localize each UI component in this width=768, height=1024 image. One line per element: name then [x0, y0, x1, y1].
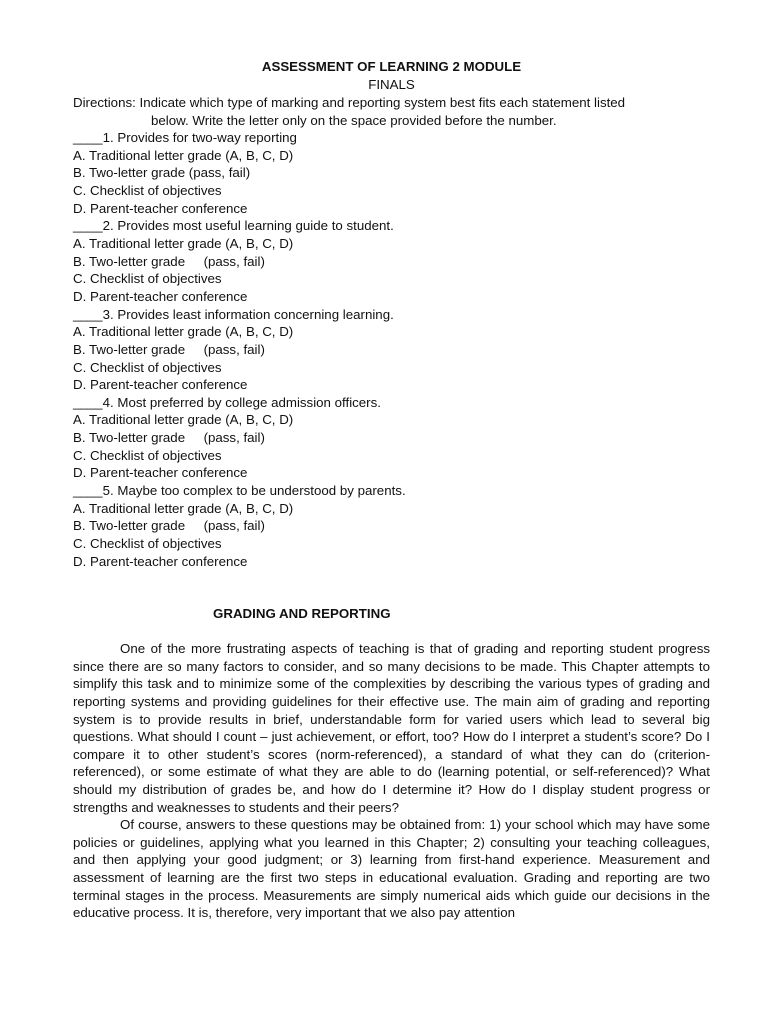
question-list	[73, 129, 710, 570]
question-stem: ____2. Provides most useful learning guide to student.	[73, 218, 394, 234]
question-stem: ____4. Most preferred by college admission officers.	[73, 394, 381, 410]
option-a: A. Traditional letter grade (A, B, C, D)	[73, 147, 294, 163]
body-paragraph-1	[73, 640, 710, 816]
option-b: B. Two-letter grade (pass, fail)	[73, 341, 265, 357]
question-stem: ____1. Provides for two-way reporting	[73, 130, 297, 146]
question-1	[73, 129, 710, 217]
option-c: C. Checklist of objectives	[73, 359, 222, 375]
section-heading: GRADING AND REPORTING	[213, 606, 391, 622]
option-a: A. Traditional letter grade (A, B, C, D)	[73, 236, 294, 252]
document-subtitle: FINALS	[368, 77, 415, 92]
option-b: B. Two-letter grade (pass, fail)	[73, 518, 265, 534]
body-paragraph-2	[73, 816, 710, 922]
option-d: D. Parent-teacher conference	[73, 288, 248, 304]
option-b: B. Two-letter grade (pass, fail)	[73, 253, 265, 269]
option-a: A. Traditional letter grade (A, B, C, D)	[73, 324, 294, 340]
option-a: A. Traditional letter grade (A, B, C, D)	[73, 412, 294, 428]
document-title: ASSESSMENT OF LEARNING 2 MODULE	[261, 59, 522, 74]
option-d: D. Parent-teacher conference	[73, 377, 248, 393]
question-4	[73, 394, 710, 482]
directions-line-1: Directions: Indicate which type of marking and reporting system best fits each statement listed	[73, 95, 626, 110]
document-page	[73, 58, 710, 922]
option-a: A. Traditional letter grade (A, B, C, D)	[73, 500, 294, 516]
option-c: C. Checklist of objectives	[73, 271, 222, 287]
question-2	[73, 217, 710, 305]
question-stem: ____3. Provides least information concerning learning.	[73, 306, 394, 322]
option-d: D. Parent-teacher conference	[73, 465, 248, 481]
directions-line-2: below. Write the letter only on the space provided before the number.	[151, 112, 557, 128]
option-d: D. Parent-teacher conference	[73, 200, 248, 216]
option-c: C. Checklist of objectives	[73, 535, 222, 551]
paragraph-text: One of the more frustrating aspects of teaching is that of grading and reporting student progress since there are so many factors to consider, and so many decisions to be made. This Chapter attempts to simplify this task and to minimize some of the complexities by describing the various types of grading and reporting systems and providing guidelines for their effective use. The main aim of grading and reporting system is to provide results in brief, understandable form for varied users which lead to several big questions. What should I count – just achievement, or effort, too? How do I interpret a student’s score? Do I compare it to other student’s scores (norm-referenced), a standard of what they can do (criterion-referenced), or some estimate of what they are able to do (learning potential, or self-referenced)? What should my distribution of grades be, and how do I determine it? How do I display student progress or strengths and weaknesses to students and their peers?	[73, 641, 710, 815]
option-c: C. Checklist of objectives	[73, 183, 222, 199]
directions	[73, 94, 710, 129]
question-stem: ____5. Maybe too complex to be understood by parents.	[73, 483, 406, 498]
option-b: B. Two-letter grade (pass, fail)	[73, 430, 265, 446]
option-d: D. Parent-teacher conference	[73, 553, 248, 569]
question-5	[73, 482, 710, 570]
option-b: B. Two-letter grade (pass, fail)	[73, 165, 251, 181]
paragraph-text: Of course, answers to these questions may be obtained from: 1) your school which may have some policies or guidelines, applying what you learned in this Chapter; 2) consulting your teaching colleagues, and then applying your good judgment; or 3) learning from first-hand experience. Measurement and assessment of learning are the first two steps in educational evaluation. Grading and reporting are two terminal stages in the process. Measurements are simply numerical aids which guide our decisions in the educative process. It is, therefore, very important that we also pay attention	[73, 817, 710, 921]
question-3	[73, 306, 710, 394]
option-c: C. Checklist of objectives	[73, 447, 222, 463]
